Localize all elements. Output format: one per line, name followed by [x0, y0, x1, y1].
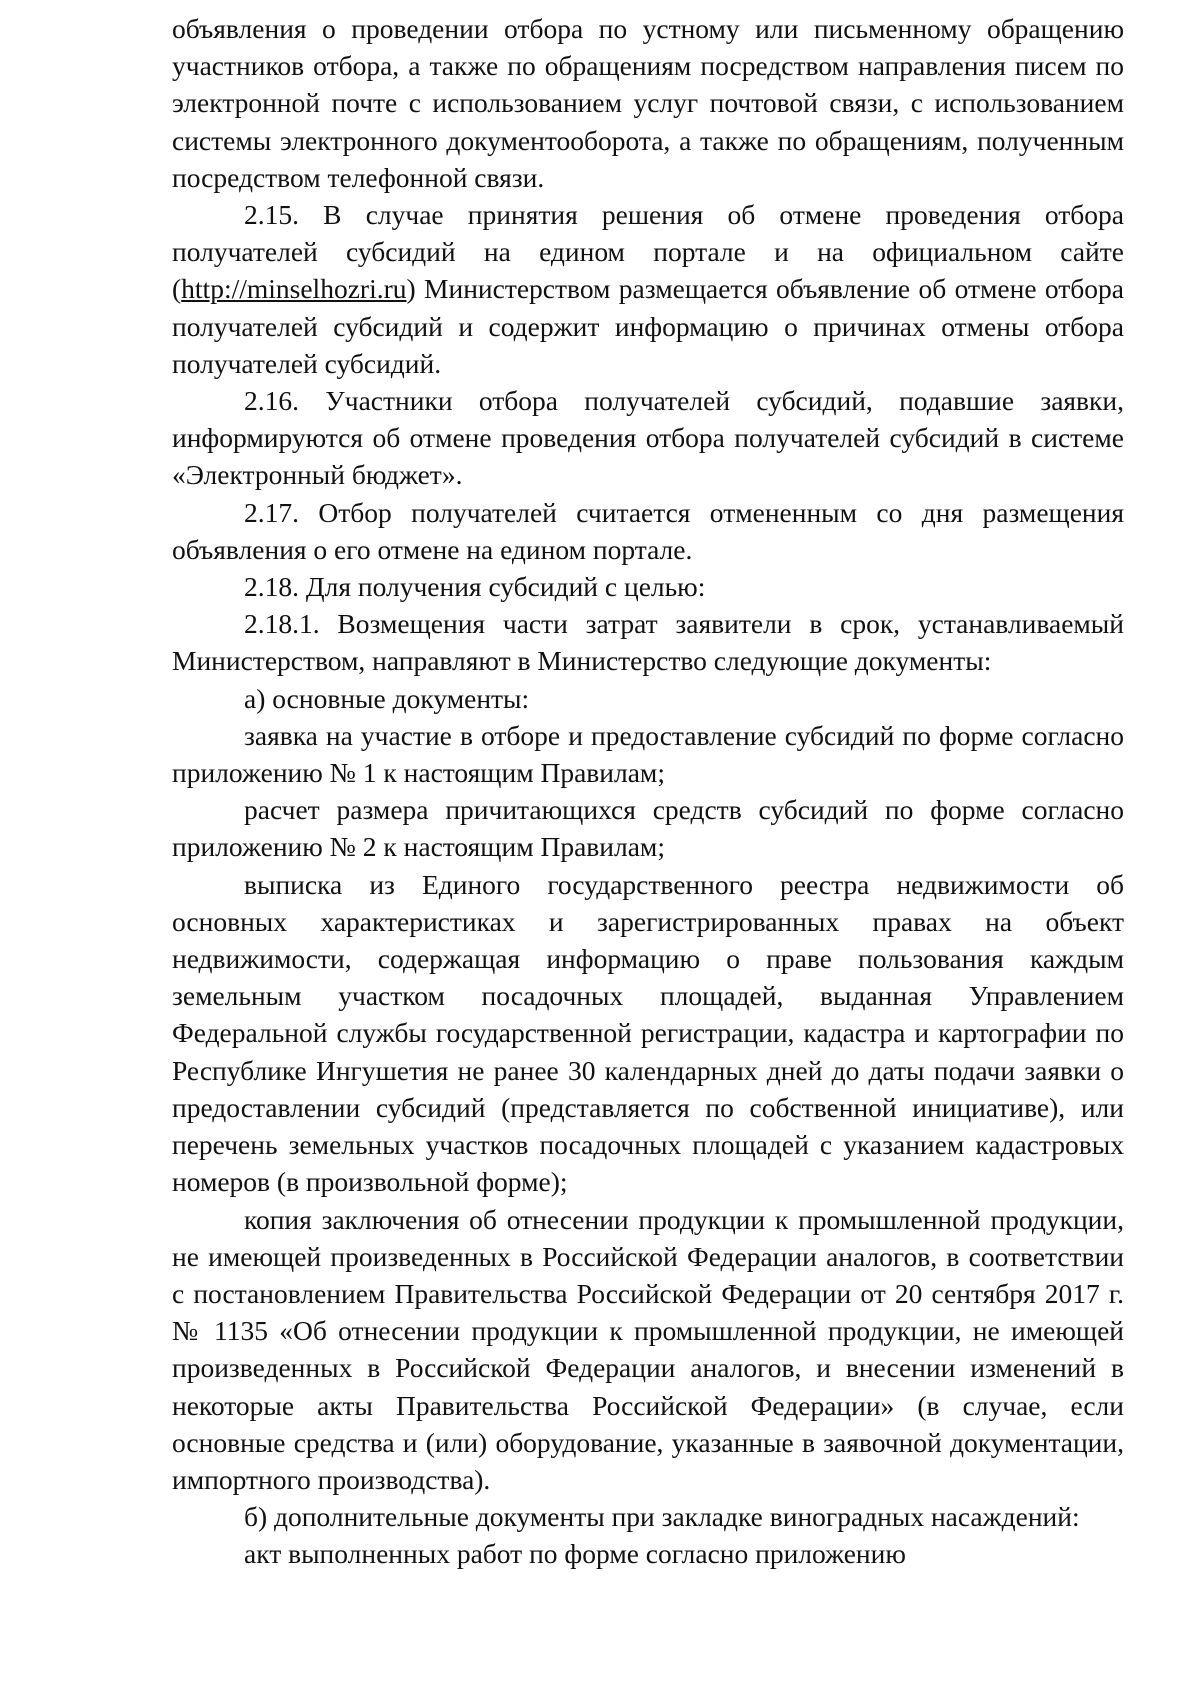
paragraph-subsidy-calculation: расчет размера причитающихся средств субсидий по форме согласно приложению № 2 к настоящим Правилам; [172, 794, 1124, 863]
paragraph-work-act: акт выполненных работ по форме согласно приложению [244, 1538, 906, 1570]
paragraph-additional-documents: б) дополнительные документы при закладке виноградных насаждений: [244, 1501, 1080, 1533]
paragraph-2-18: 2.18. Для получения субсидий с целью: [244, 571, 706, 603]
paragraph-2-15-text-start: 2.15. В случае принятия решения об отмене проведения отбора получателей субсидий на едином портале и на официальном сайте ( [172, 199, 1124, 305]
paragraph-announcement-channels: объявления о проведении отбора по устному или письменному обращению участников отбора, а также по обращениям посредством направления писем по электронной почте с использованием услуг почтовой связи, с использованием системы электронного документооборота, а также по обращениям, полученным посредством телефонной связи. [172, 13, 1124, 193]
paragraph-2-16: 2.16. Участники отбора получателей субсидий, подавшие заявки, информируются об отмене проведения отбора получателей субсидий в системе «Электронный бюджет». [172, 385, 1124, 491]
paragraph-main-documents: а) основные документы: [244, 682, 530, 714]
paragraph-2-15 [172, 196, 1124, 382]
paragraph-2-15-text-end: ) Министерством размещается объявление об отмене отбора получателей субсидий и содержит информацию о причинах отмены отбора получателей субсидий. [172, 273, 1124, 379]
paragraph-2-18-1: 2.18.1. Возмещения части затрат заявители в срок, устанавливаемый Министерством, направляют в Министерство следующие документы: [172, 608, 1124, 677]
paragraph-real-estate-extract: выписка из Единого государственного реестра недвижимости об основных характеристиках и зарегистрированных правах на объект недвижимости, содержащая информацию о праве пользования каждым земельным участком посадочных площадей, выданная Управлением Федеральной службы государственной регистрации, кадастра и картографии по Республике Ингушетия не ранее 30 календарных дней до даты подачи заявки о предоставлении субсидий (представляется по собственной инициативе), или перечень земельных участков посадочных площадей с указанием кадастровых номеров (в произвольной форме); [172, 868, 1124, 1198]
paragraph-industrial-product-conclusion: копия заключения об отнесении продукции к промышленной продукции, не имеющей произведенных в Российской Федерации аналогов, в соответствии с постановлением Правительства Российской Федерации от 20 сентября 2017 г. № 1135 «Об отнесении продукции к промышленной продукции, не имеющей произведенных в Российской Федерации аналогов, и внесении изменений в некоторые акты Правительства Российской Федерации» (в случае, если основные средства и (или) оборудование, указанные в заявочной документации, импортного производства). [172, 1203, 1124, 1495]
paragraph-application-form: заявка на участие в отборе и предоставление субсидий по форме согласно приложению № 1 к настоящим Правилам; [172, 719, 1124, 789]
document-page [172, 10, 1124, 1573]
paragraph-2-17: 2.17. Отбор получателей считается отмененным со дня размещения объявления о его отмене на едином портале. [172, 496, 1124, 565]
minselhozri-link[interactable]: http://minselhozri.ru [181, 273, 407, 305]
